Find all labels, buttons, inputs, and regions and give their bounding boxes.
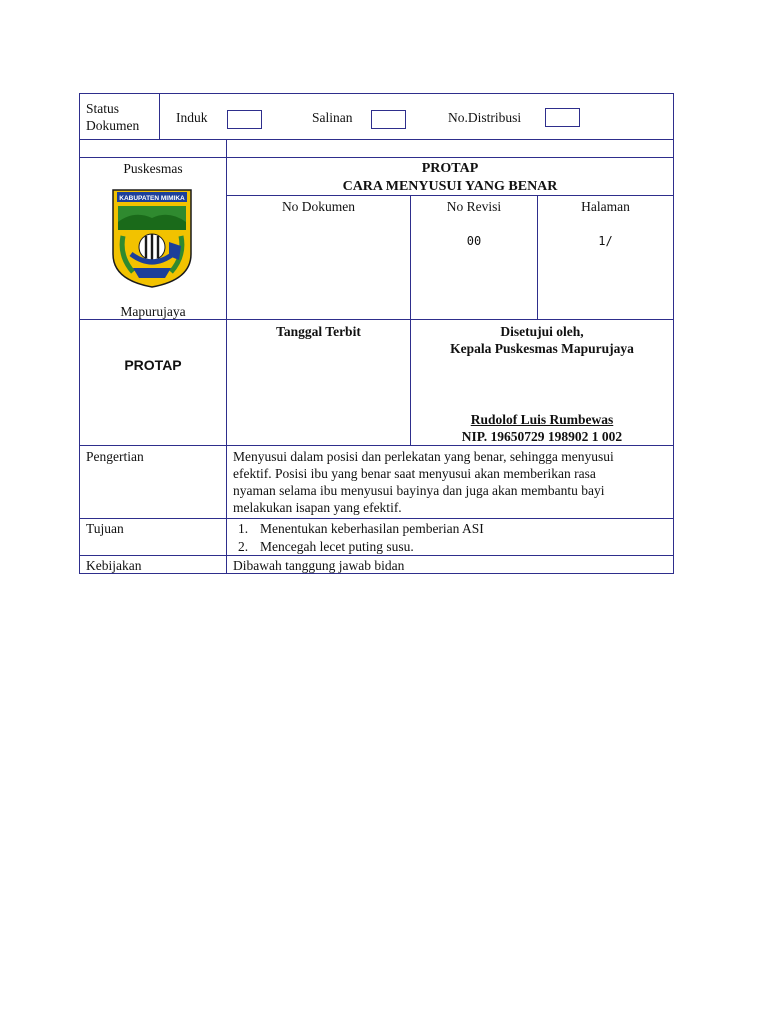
induk-checkbox[interactable] <box>227 110 262 129</box>
puskesmas-label: Puskesmas <box>123 161 183 176</box>
kebijakan-text: Dibawah tanggung jawab bidan <box>233 558 405 573</box>
pengertian-text-line: melakukan isapan yang efektif. <box>233 500 402 515</box>
table-border <box>159 93 160 139</box>
tanggal-terbit-label: Tanggal Terbit <box>276 324 361 339</box>
signer-name: Rudolof Luis Rumbewas <box>470 412 614 427</box>
halaman-value: 1/ <box>598 234 613 248</box>
status-dokumen-label: Status Dokumen <box>86 101 140 133</box>
no-revisi-label: No Revisi <box>446 199 502 214</box>
no-revisi-value: 00 <box>466 234 482 248</box>
table-border <box>79 139 674 140</box>
protap-label: PROTAP <box>124 357 182 373</box>
list-item: Menentukan keberhasilan pemberian ASI <box>260 521 484 536</box>
list-item-number: 1. <box>238 521 249 536</box>
pengertian-text-line: efektif. Posisi ibu yang benar saat menyusui akan memberikan rasa <box>233 466 596 481</box>
tujuan-label: Tujuan <box>86 521 124 536</box>
table-border <box>79 445 674 446</box>
pengertian-text-line: nyaman selama ibu menyusui bayinya dan juga akan membantu bayi <box>233 483 605 498</box>
table-border <box>79 157 674 158</box>
table-border <box>673 93 674 574</box>
pengertian-text-line: Menyusui dalam posisi dan perlekatan yang benar, sehingga menyusui <box>233 449 614 464</box>
logo-banner-text: KABUPATEN MIMIKA <box>119 195 185 202</box>
signer-nip: NIP. 19650729 198902 1 002 <box>461 429 623 444</box>
no-dokumen-label: No Dokumen <box>281 199 356 214</box>
approver-title: Kepala Puskesmas Mapurujaya <box>450 341 634 356</box>
table-border <box>79 93 674 94</box>
list-item-number: 2. <box>238 539 249 554</box>
disetujui-label: Disetujui oleh, <box>500 324 584 339</box>
table-border <box>226 195 674 196</box>
induk-label: Induk <box>176 110 208 125</box>
salinan-label: Salinan <box>312 110 353 125</box>
list-item: Mencegah lecet puting susu. <box>260 539 414 554</box>
document-title: CARA MENYUSUI YANG BENAR <box>342 179 558 194</box>
document-type-title: PROTAP <box>421 161 479 176</box>
location-label: Mapurujaya <box>120 304 186 319</box>
salinan-checkbox[interactable] <box>371 110 406 129</box>
no-distribusi-checkbox[interactable] <box>545 108 580 127</box>
pengertian-label: Pengertian <box>86 449 144 464</box>
halaman-label: Halaman <box>581 199 630 214</box>
no-distribusi-label: No.Distribusi <box>448 110 522 125</box>
kebijakan-label: Kebijakan <box>86 558 142 573</box>
kabupaten-mimika-emblem-icon <box>109 184 195 289</box>
